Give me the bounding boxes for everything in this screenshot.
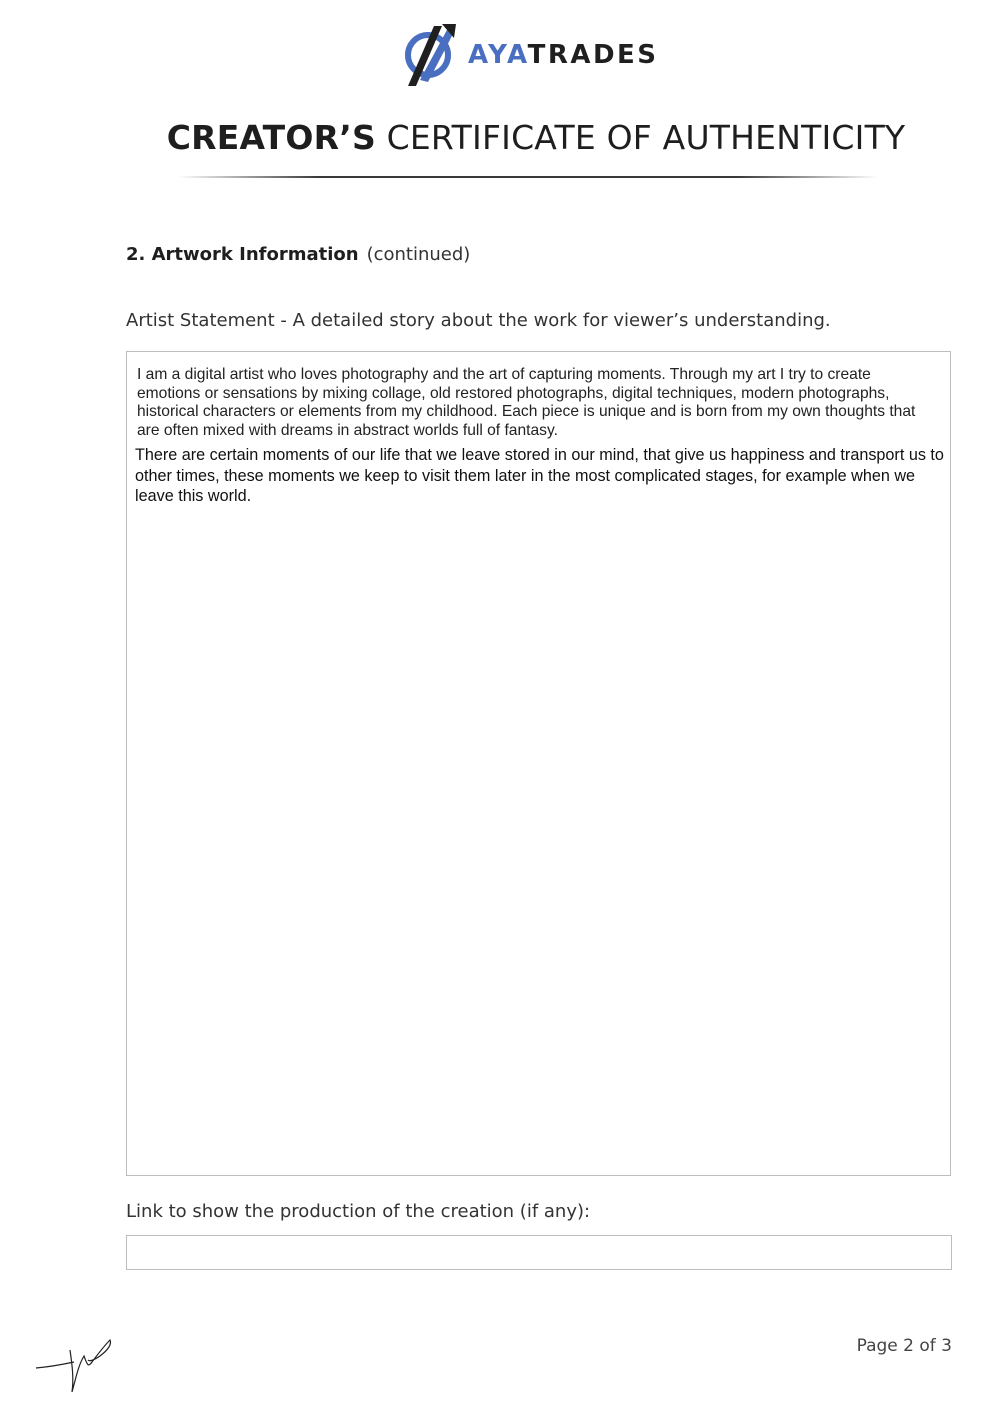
artist-statement-paragraph-2: There are certain moments of our life that we leave stored in our mind, that give us happiness and transport us to other times, these moments we keep to visit them later in the most complicated stages, for example when we leave this world. [135,446,944,505]
production-link-label: Link to show the production of the creation (if any): [126,1201,591,1222]
brand-name-part-2: TRADES [527,40,659,70]
page-number: Page 2 of 3 [856,1336,952,1356]
signature-icon [34,1334,114,1396]
section-heading [126,244,470,265]
page-title-bold: CREATOR’S [166,118,376,157]
title-divider [178,176,878,178]
ayatrades-logo-icon [404,22,460,88]
brand-name [468,40,659,70]
page-title-rest: CERTIFICATE OF AUTHENTICITY [386,118,906,157]
page-title [0,118,1000,157]
artist-statement-label: Artist Statement - A detailed story about the work for viewer’s understanding. [126,310,831,331]
ayatrades-logo [404,22,674,92]
section-heading-text: 2. Artwork Information [126,244,359,265]
artist-statement-field[interactable] [126,351,951,1176]
artist-statement-paragraph-1: I am a digital artist who loves photography and the art of capturing moments. Through my art I try to create emotions or sensations by mixing collage, old restored photographs, digital techniques, modern photographs, historical characters or elements from my childhood. Each piece is unique and is born from my own thoughts that are often mixed with dreams in abstract worlds full of fantasy. [137,366,916,439]
brand-name-part-1: AYA [468,40,528,70]
production-link-field[interactable] [126,1235,952,1270]
section-heading-note: (continued) [366,244,471,265]
